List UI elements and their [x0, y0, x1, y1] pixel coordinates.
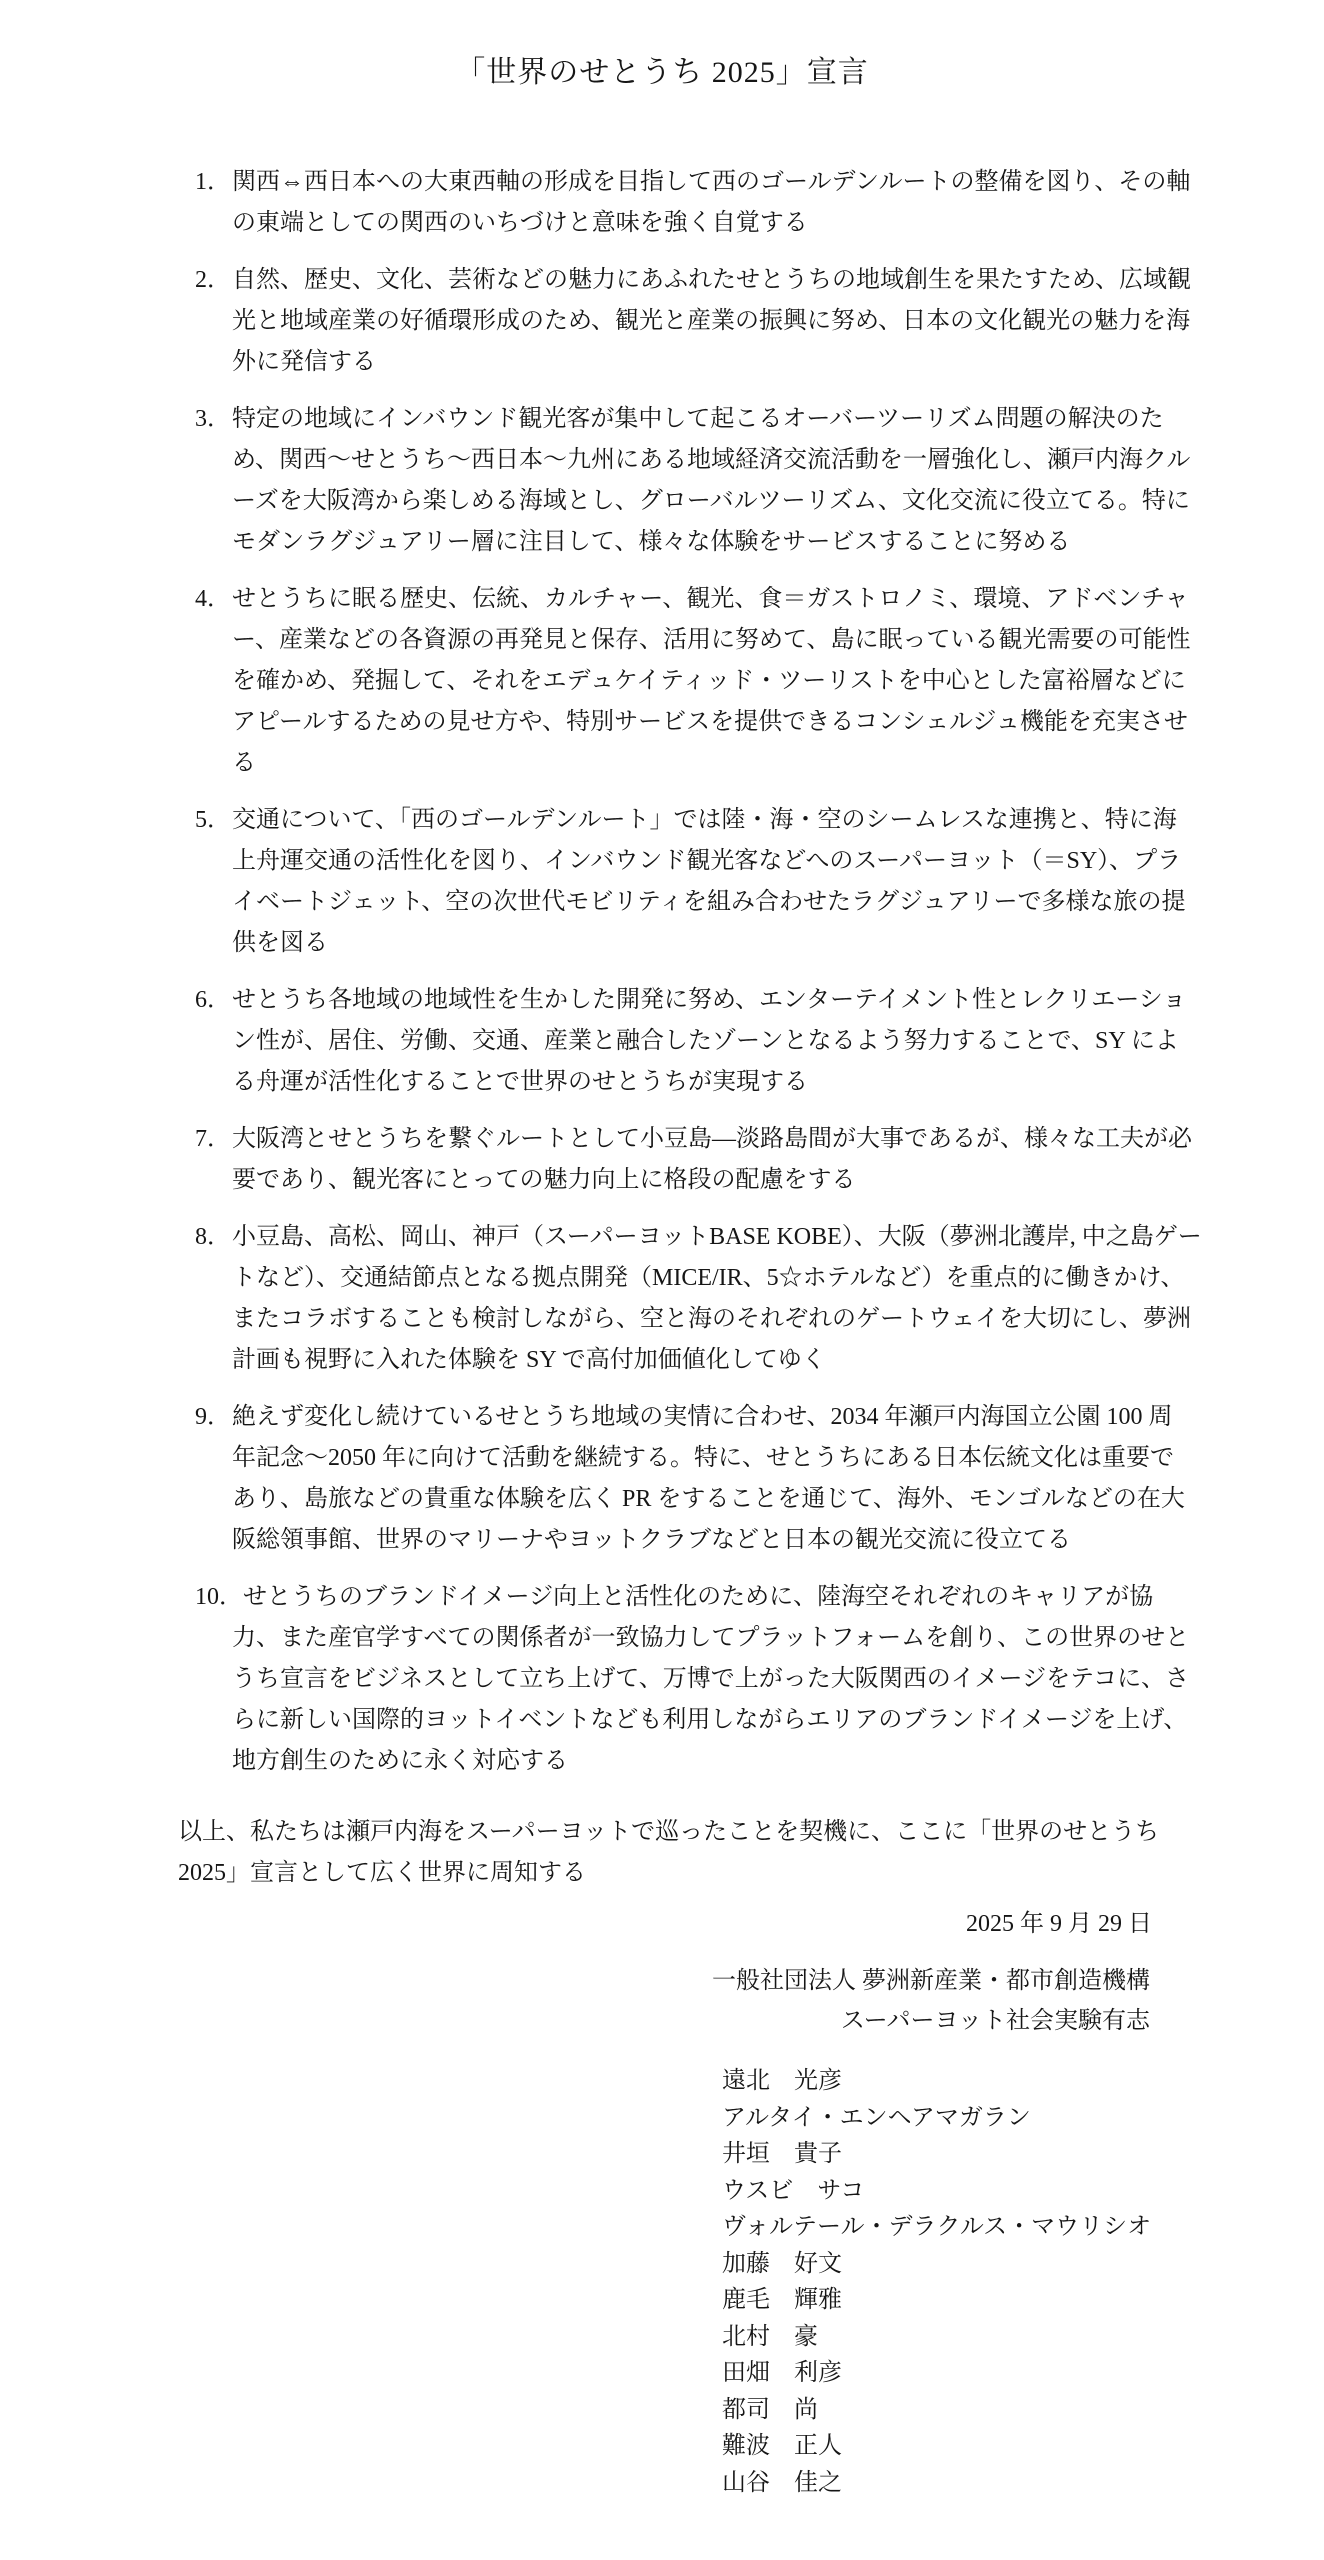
- item-line: [195, 1340, 1324, 1381]
- signatory-name: ヴォルテール・デラクルス・マウリシオ: [722, 2214, 1152, 2240]
- item-line: [195, 620, 1324, 661]
- item-number: 4．: [195, 586, 231, 612]
- item-line: [195, 980, 1324, 1021]
- item-line: [195, 1700, 1324, 1741]
- item-line: [195, 1741, 1324, 1782]
- item-line-text: うち宣言をビジネスとして立ち上げて、万博で上がった大阪関西のイメージをテコに、さ: [232, 1666, 1190, 1692]
- declaration-item: [195, 162, 1324, 244]
- item-line: [195, 1062, 1324, 1103]
- organization-block: [0, 1961, 1324, 2041]
- declaration-list: [195, 162, 1324, 1782]
- item-line: [195, 1618, 1324, 1659]
- item-line-text: 絶えず変化し続けているせとうち地域の実情に合わせ、2034 年瀬戸内海国立公園 100 周: [232, 1404, 1173, 1430]
- document-title: 「世界のせとうち 2025」宣言: [455, 56, 869, 89]
- item-line-text: ーズを大阪湾から楽しめる海域とし、グローバルツーリズム、文化交流に役立てる。特に: [232, 488, 1190, 514]
- item-line-text: ン性が、居住、労働、交通、産業と融合したゾーンとなるよう努力することで、SY によ: [232, 1028, 1179, 1054]
- item-line-text: ー、産業などの各資源の再発見と保存、活用に努めて、島に眠っている観光需要の可能性: [232, 627, 1191, 653]
- item-line: [195, 203, 1324, 244]
- item-number: 5．: [195, 807, 231, 833]
- item-line-text: 力、また産官学すべての関係者が一致協力してプラットフォームを創り、この世界のせと: [232, 1625, 1190, 1651]
- item-line: [195, 1119, 1324, 1160]
- organization-name: スーパーヨット社会実験有志: [840, 2008, 1150, 2034]
- item-line: [195, 1659, 1324, 1700]
- item-line-text: アピールするための見せ方や、特別サービスを提供できるコンシェルジュ機能を充実させ: [232, 709, 1188, 735]
- item-line-text: 関西⇔西日本への大東西軸の形成を目指して西のゴールデンルートの整備を図り、その軸: [232, 169, 1191, 195]
- item-line: [195, 522, 1324, 563]
- item-line: [195, 1479, 1324, 1520]
- item-line-text: 外に発信する: [232, 349, 376, 375]
- item-line: [195, 301, 1324, 342]
- item-line: [195, 1520, 1324, 1561]
- item-line-text: らに新しい国際的ヨットイベントなども利用しながらエリアのブランドイメージを上げ、: [232, 1707, 1188, 1733]
- item-line-text: め、関西～せとうち～西日本～九州にある地域経済交流活動を一層強化し、瀬戸内海クル: [232, 447, 1191, 473]
- item-number: 2．: [195, 267, 231, 293]
- item-line: [195, 1577, 1324, 1618]
- item-line-text: 交通について、「西のゴールデンルート」では陸・海・空のシームレスな連携と、特に海: [232, 807, 1177, 833]
- item-line-text: イベートジェット、空の次世代モビリティを組み合わせたラグジュアリーで多様な旅の提: [232, 889, 1186, 915]
- signatory-name: 都司 尚: [722, 2396, 818, 2423]
- item-line-text: 大阪湾とせとうちを繋ぐルートとして小豆島—淡路島間が大事であるが、様々な工夫が必: [232, 1126, 1192, 1152]
- closing-paragraph: [178, 1812, 1324, 1894]
- declaration-item: [195, 399, 1324, 563]
- item-line-text: を確かめ、発掘して、それをエデュケイティッド・ツーリストを中心とした富裕層などに: [232, 668, 1186, 694]
- item-number: 10．: [195, 1584, 243, 1610]
- item-line: [195, 1160, 1324, 1201]
- signatory-name: ウスビ サコ: [722, 2177, 865, 2204]
- item-line-text: 光と地域産業の好循環形成のため、観光と産業の振興に努め、日本の文化観光の魅力を海: [232, 308, 1191, 334]
- item-number: 7．: [195, 1126, 231, 1152]
- item-line: [195, 1217, 1324, 1258]
- signatory-list: [722, 2063, 1324, 2501]
- declaration-item: [195, 1577, 1324, 1782]
- item-line-text: 地方創生のために永く対応する: [232, 1748, 568, 1774]
- declaration-item: [195, 1119, 1324, 1201]
- signatory-name: 山谷 佳之: [722, 2469, 842, 2496]
- item-line-text: る: [232, 750, 256, 776]
- item-line: [195, 841, 1324, 882]
- item-line-text: またコラボすることも検討しながら、空と海のそれぞれのゲートウェイを大切にし、夢洲: [232, 1306, 1192, 1332]
- item-line-text: 自然、歴史、文化、芸術などの魅力にあふれたせとうちの地域創生を果たすため、広域観: [232, 267, 1192, 293]
- item-line: [195, 882, 1324, 923]
- item-line-text: 特定の地域にインバウンド観光客が集中して起こるオーバーツーリズム問題の解決のた: [232, 406, 1164, 432]
- item-line-text: 年記念～2050 年に向けて活動を継続する。特に、せとうちにある日本伝統文化は重要で: [232, 1445, 1174, 1471]
- item-line-text: 計画も視野に入れた体験を SY で高付加価値化してゆく: [232, 1347, 826, 1373]
- item-line: [195, 440, 1324, 481]
- closing-line: 2025」宣言として広く世界に周知する: [178, 1860, 586, 1886]
- item-line: [195, 800, 1324, 841]
- signatory-name: アルタイ・エンヘアマガラン: [722, 2104, 1031, 2131]
- organization-name: 一般社団法人 夢洲新産業・都市創造機構: [712, 1968, 1150, 1994]
- item-line: [195, 1021, 1324, 1062]
- item-line: [195, 702, 1324, 743]
- item-line-text: せとうち各地域の地域性を生かした開発に努め、エンターテイメント性とレクリエーショ: [232, 987, 1187, 1013]
- declaration-item: [195, 260, 1324, 383]
- item-line: [195, 342, 1324, 383]
- item-line-text: 供を図る: [232, 930, 328, 956]
- item-line: [195, 481, 1324, 522]
- item-line-text: モダンラグジュアリー層に注目して、様々な体験をサービスすることに努める: [232, 529, 1071, 555]
- declaration-item: [195, 579, 1324, 784]
- declaration-item: [195, 800, 1324, 964]
- signatory-name: 田畑 利彦: [722, 2360, 842, 2386]
- item-number: 8．: [195, 1224, 231, 1250]
- item-line: [195, 923, 1324, 964]
- item-line-text: の東端としての関西のいちづけと意味を強く自覚する: [232, 210, 808, 236]
- signatory-name: 北村 豪: [722, 2323, 818, 2350]
- signatory-name: 鹿毛 輝雅: [722, 2287, 842, 2313]
- declaration-item: [195, 980, 1324, 1103]
- item-line-text: る舟運が活性化することで世界のせとうちが実現する: [232, 1069, 808, 1095]
- item-number: 3．: [195, 406, 231, 432]
- signatory-name: 難波 正人: [722, 2433, 842, 2459]
- item-line: [195, 260, 1324, 301]
- item-line-text: トなど）、交通結節点となる拠点開発（MICE/IR、5☆ホテルなど）を重点的に働きかけ、: [232, 1265, 1185, 1291]
- item-line-text: あり、島旅などの貴重な体験を広く PR をすることを通じて、海外、モンゴルなどの在大: [232, 1486, 1185, 1512]
- item-line: [195, 579, 1324, 620]
- signatory-name: 加藤 好文: [722, 2250, 842, 2277]
- item-line: [195, 1258, 1324, 1299]
- item-number: 9．: [195, 1404, 231, 1430]
- declaration-item: [195, 1397, 1324, 1561]
- item-line: [195, 1299, 1324, 1340]
- item-line-text: せとうちのブランドイメージ向上と活性化のために、陸海空それぞれのキャリアが協: [243, 1584, 1154, 1610]
- item-line: [195, 743, 1324, 784]
- item-number: 1．: [195, 169, 231, 195]
- item-line-text: 上舟運交通の活性化を図り、インバウンド観光客などへのスーパーヨット（＝SY）、プラ: [232, 848, 1182, 874]
- signatory-name: 遠北 光彦: [722, 2068, 842, 2094]
- item-line-text: 要であり、観光客にとっての魅力向上に格段の配慮をする: [232, 1167, 856, 1193]
- closing-line: 以上、私たちは瀬戸内海をスーパーヨットで巡ったことを契機に、ここに「世界のせとうち: [178, 1819, 1160, 1845]
- item-line: [195, 399, 1324, 440]
- item-line-text: 阪総領事館、世界のマリーナやヨットクラブなどと日本の観光交流に役立てる: [232, 1527, 1072, 1553]
- item-line: [195, 162, 1324, 203]
- item-line: [195, 1438, 1324, 1479]
- item-line-text: せとうちに眠る歴史、伝統、カルチャー、観光、食＝ガストロノミ、環境、アドベンチャ: [232, 586, 1189, 612]
- date-line: 2025 年 9 月 29 日: [966, 1911, 1152, 1937]
- item-line-text: 小豆島、高松、岡山、神戸（スーパーヨットBASE KOBE）、大阪（夢洲北護岸, 中之島ゲー: [232, 1224, 1202, 1250]
- declaration-item: [195, 1217, 1324, 1381]
- item-line: [195, 1397, 1324, 1438]
- item-number: 6．: [195, 987, 231, 1013]
- item-line: [195, 661, 1324, 702]
- signatory-name: 井垣 貴子: [722, 2141, 842, 2167]
